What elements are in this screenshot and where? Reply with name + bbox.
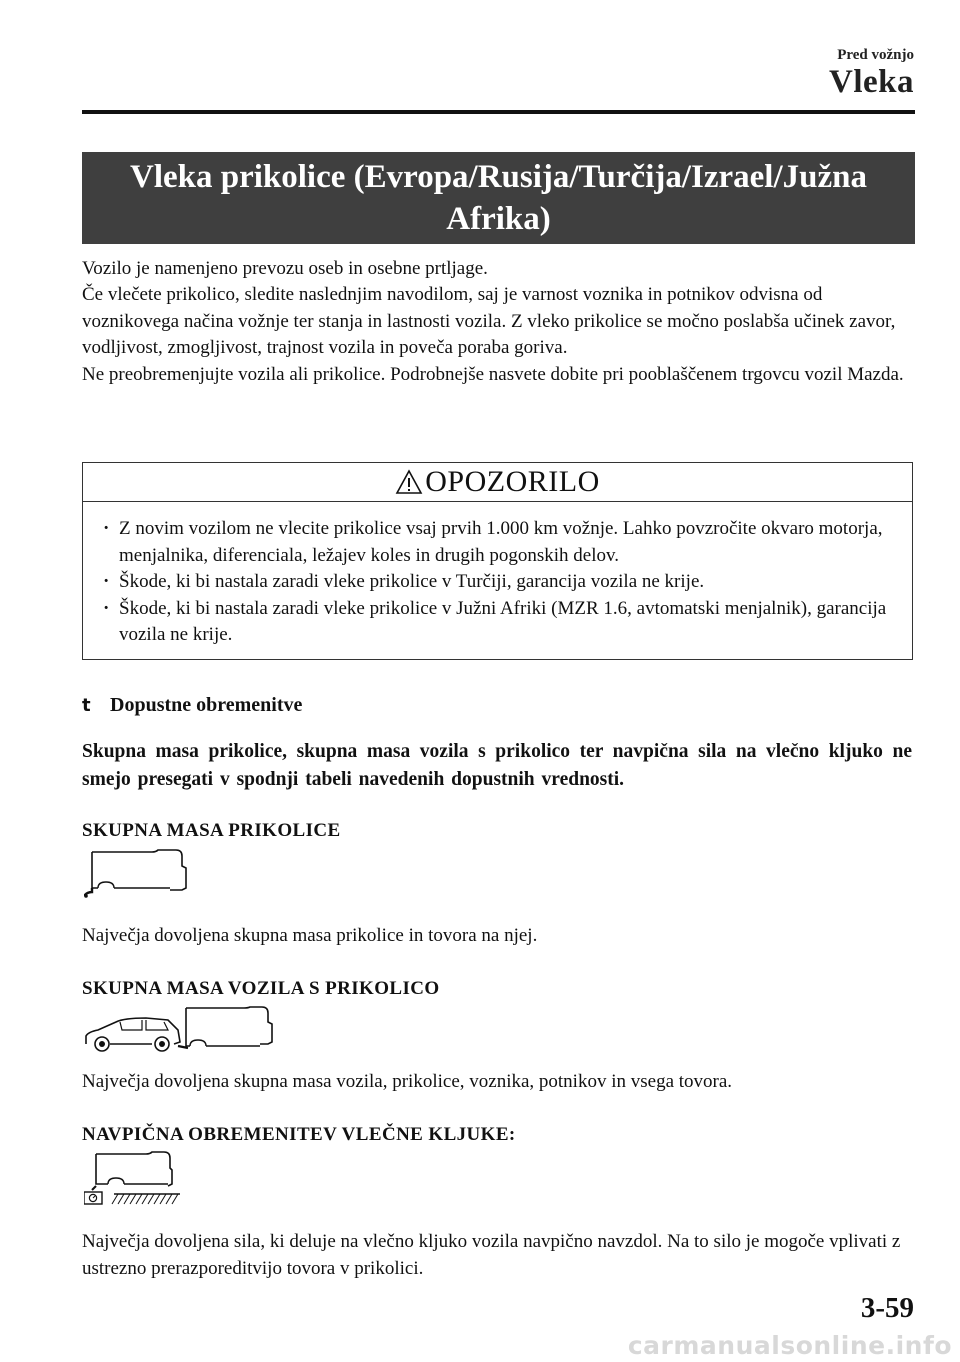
intro-paragraph-3: Ne preobremenjujte vozila ali prikolice. Podrobnejše nasvete dobite pri pooblaščenem trgovcu vozil Mazda. [82, 363, 904, 385]
warning-item [101, 596, 892, 649]
warning-list [83, 502, 912, 649]
item-text-combined-mass: Največja dovoljena skupna masa vozila, prikolice, voznika, potnikov in vsega tovora. [82, 1071, 733, 1092]
warning-item-text: Škode, ki bi nastala zaradi vleke prikolice v Turčiji, garancija vozila ne krije. [119, 571, 705, 592]
header-section: Pred vožnjo [837, 47, 914, 63]
section-heading-text: Dopustne obremenitve [110, 694, 303, 716]
header-rule [82, 110, 915, 114]
page-number: 3-59 [860, 1292, 914, 1324]
item-text-tongue-load: Največja dovoljena sila, ki deluje na vlečno kljuko vozila navpično navzdol. Na to silo je mogoče vplivati z ustrezno prerazporeditvijo tovora v prikolici. [82, 1231, 901, 1279]
item-caption-tongue-load: NAVPIČNA OBREMENITEV VLEČNE KLJUKE: [82, 1124, 516, 1145]
title-box [82, 152, 915, 244]
watermark: carmanualsonline.info [627, 1331, 952, 1360]
header-chapter: Vleka [829, 64, 914, 100]
warning-triangle-icon [395, 469, 423, 495]
intro-paragraph-1: Vozilo je namenjeno prevozu oseb in osebne prtljage. [82, 258, 488, 279]
warning-item [101, 516, 892, 569]
title-line-2: Afrika) [446, 201, 551, 237]
title-line-1: Vleka prikolice (Evropa/Rusija/Turčija/Izrael/Južna [129, 159, 867, 195]
warning-item-text: Z novim vozilom ne vlecite prikolice vsaj prvih 1.000 km vožnje. Lahko povzročite okvaro motorja, menjalnika, diferenciala, ležajev koles in drugih pogonskih delov. [119, 518, 883, 566]
car-with-trailer-icon [84, 1006, 274, 1058]
item-caption-trailer-mass: SKUPNA MASA PRIKOLICE [82, 820, 341, 841]
intro-paragraph-2: Če vlečete prikolico, sledite naslednjim navodilom, saj je varnost voznika in potnikov odvisna od voznikovega načina vožnje ter stanja in lastnosti vozila. Z vleko prikolice se močno poslabša učinek zavor, vodljivost, zmogljivost, trajnost vozila in poveča poraba goriva. [82, 284, 896, 359]
intro-text [82, 256, 912, 388]
bullet-dot: · [103, 597, 110, 619]
warning-box [82, 462, 913, 660]
warning-item-text: Škode, ki bi nastala zaradi vleke prikolice v Južni Afriki (MZR 1.6, avtomatski menjalnik), garancija vozila ne krije. [119, 597, 887, 645]
warning-item [101, 569, 892, 596]
item-text-trailer-mass: Največja dovoljena skupna masa prikolice in tovora na njej. [82, 925, 538, 946]
section-bullet: t [82, 695, 91, 716]
trailer-icon [84, 848, 196, 900]
warning-heading [83, 463, 912, 502]
section-lead: Skupna masa prikolice, skupna masa vozila s prikolico ter navpična sila na vlečno kljuko ne smejo presegati v spodnji tabeli navedenih dopustnih vrednosti. [82, 741, 912, 790]
bullet-dot: · [103, 571, 110, 592]
item-caption-combined-mass: SKUPNA MASA VOZILA S PRIKOLICO [82, 978, 440, 999]
section-heading [82, 694, 302, 717]
bullet-dot: · [103, 518, 110, 539]
tongue-load-scale-icon [84, 1150, 180, 1206]
warning-heading-text: OPOZORILO [425, 465, 600, 498]
